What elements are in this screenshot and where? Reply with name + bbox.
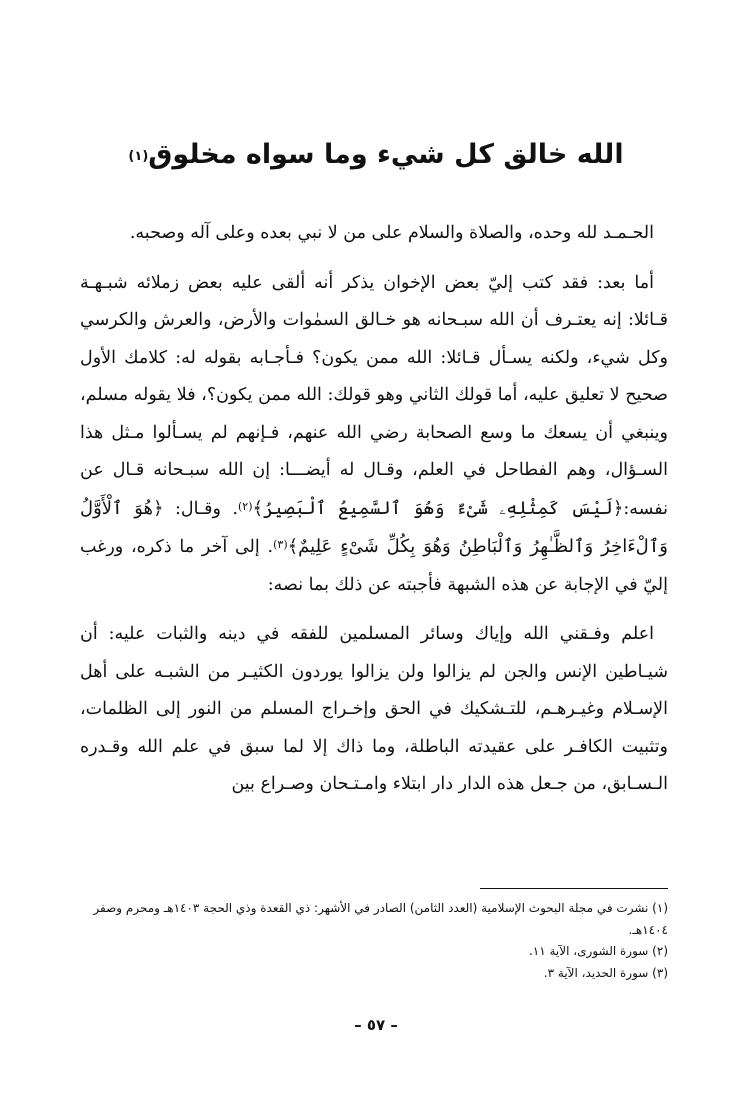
paragraph-answer: اعلم وفـقني الله وإياك وسائر المسلمين للفقه في دينه والثبات عليه: أن شيـاطين الإنس والجن لم يزالوا ولن يزالوا يوردون الكثيـر من الشبـه على أهل الإسـلام وغيـرهـم، للتـشكيك في الحق وإخـراج المسلم من النور إلى الظلمات، وتثبيت الكافـر على عقيدته الباطلة، وما ذاك إلا لما سبق في علم الله وقـدره الـسـابق، من جـعل هذه الدار دار ابتلاء وامـتـحان وصـراع بين — [80, 624, 668, 794]
footnotes — [80, 898, 668, 984]
quran-verse: ﴿هُوَ ٱلْأَوَّلُ وَٱلْءَاخِرُ وَٱلظَّـٰهِرُ وَٱلْبَاطِنُ وَهُوَ بِكُلِّ شَىْءٍ عَلِيمٌ﴾ — [80, 497, 668, 557]
footnote-ref: (٢) — [237, 499, 253, 513]
page-title — [60, 135, 692, 175]
paragraph-intro: الحـمـد لله وحده، والصلاة والسلام على من لا نبي بعده وعلى آله وصحبه. — [129, 223, 654, 243]
paragraph-text: . إلى آخر ما ذكره، ورغب إليّ في الإجابة عن هذه الشبهة فأجبته عن ذلك بما نصه: — [80, 537, 668, 595]
body-text — [80, 215, 668, 816]
page-number: – ٥٧ – — [354, 1016, 398, 1034]
footnote-2: (٢) سورة الشورى، الآية ١١. — [528, 944, 668, 958]
footnote-3: (٣) سورة الحديد، الآية ٣. — [543, 965, 668, 980]
title-footnote-ref: (١) — [128, 149, 149, 164]
paragraph-question — [80, 265, 668, 605]
paragraph-text: . وقـال: — [163, 498, 238, 519]
quran-verse: ﴿لَيْسَ كَمِثْلِهِۦ شَىْءٌ وَهُوَ ٱلسَّمِيعُ ٱلْبَصِيرُ﴾ — [252, 497, 624, 519]
paragraph-text: أما بعد: فقد كتب إليّ بعض الإخوان يذكر أنه ألقى عليه بعض زملائه شبـهـة قـائلا: إنه يعتـرف أن الله سبـحانه هو خـالق السمٰوات والأرض، والعرش والكرسي وكل شيء، ولكنه يسـأل قـائلا: الله ممن يكون؟ فـأجـابه بقوله له: كلامك الأول صحيح لا تعليق عليه، أما قولك الثاني وهو قولك: الله ممن يكون؟، فلا يقوله مسلم، وينبغي أن يسعك ما وسع الصحابة رضي الله عنهم، فـإنهم لم يسـألوا مـثل هذا السـؤال، وهم الفطاحل في العلم، وقـال له أيضـــا: إن الله سبـحانه قـال عن نفسه: — [80, 272, 668, 519]
footnote-divider — [480, 888, 668, 889]
footnote-1: (١) نشرت في مجلة البحوث الإسلامية (العدد الثامن) الصادر في الأشهر: ذي القعدة وذي الحجة ١٤٠٣هـ ومحرم وصفر ١٤٠٤هـ. — [93, 901, 668, 937]
title-text: الله خالق كل شيء وما سواه مخلوق — [148, 139, 624, 170]
footnote-ref: (٣) — [273, 538, 288, 551]
